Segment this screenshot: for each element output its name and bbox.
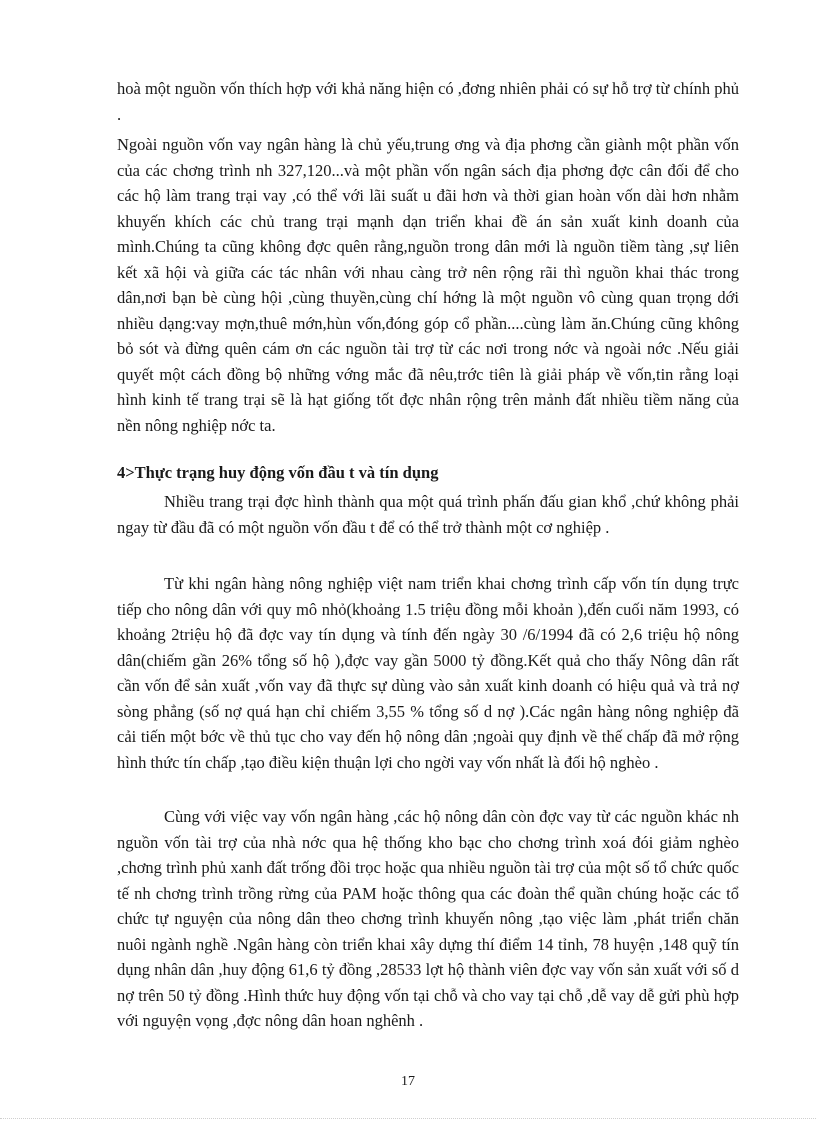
- paragraph-4: Từ khi ngân hàng nông nghiệp việt nam triển khai chơng trình cấp vốn tín dụng trực tiếp cho nông dân với quy mô nhỏ(khoảng 1.5 triệu đồng mỗi khoản ),đến cuối năm 1993, có khoảng 2triệu hộ đã đợc vay tín dụng và tính đến ngày 30 /6/1994 đã có 2,6 triệu hộ nông dân(chiếm gần 26% tổng số hộ ),đợc vay gần 5000 tỷ đồng.Kết quả cho thấy Nông dân rất cần vốn để sản xuất ,vốn vay đã thực sự dùng vào sản xuất kinh doanh có hiệu quả và trả nợ sòng phẳng (số nợ quá hạn chỉ chiếm 3,55 % tổng số d nợ ).Các ngân hàng nông nghiệp đã cải tiến một bớc về thủ tục cho vay đến hộ nông dân ;ngoài quy định về thế chấp đã mở rộng hình thức tín chấp ,tạo điều kiện thuận lợi cho ngời vay vốn nhất là đối hộ nghèo .: [117, 574, 739, 772]
- paragraph-2: Ngoài nguồn vốn vay ngân hàng là chủ yếu,trung ơng và địa phơng cần giành một phần vốn của các chơng trình nh 327,120...và một phần vốn ngân sách địa phơng đợc cân đối để cho các hộ làm trang trại vay ,có thể với lãi suất u đãi hơn và thời gian hoàn vốn dài hơn nhằm khuyến khích các chủ trang trại mạnh dạn triển khai đề án sản xuất kinh doanh của mình.Chúng ta cũng không đợc quên rằng,nguồn trong dân mới là nguồn tiềm tàng ,sự liên kết xã hội và giữa các tác nhân với nhau càng trở nên rộng rãi thì nguồn khai thác trong dân,nơi bạn bè cùng hội ,cùng thuyền,cùng chí hớng là một nguồn vô cùng quan trọng dới nhiều dạng:vay mợn,thuê mớn,hùn vốn,đóng góp cổ phần....cùng làm ăn.Chúng cũng không bỏ sót và đừng quên cám ơn các nguồn tài trợ từ các nơi trong nớc và ngoài nớc .Nếu giải quyết một cách đồng bộ những vớng mắc đã nêu,trớc tiên là giải pháp về vốn,tin rằng loại hình kinh tế trang trại sẽ là hạt giống tốt đợc nhân rộng trên mảnh đất nhiều tiềm năng của nền nông nghiệp nớc ta.: [117, 135, 739, 435]
- page-number: 17: [401, 1074, 415, 1089]
- section-heading: 4>Thực trạng huy động vốn đầu t và tín dụng: [117, 463, 439, 482]
- paragraph-3: Nhiều trang trại đợc hình thành qua một quá trình phấn đấu gian khổ ,chứ không phải ngay từ đầu đã có một nguồn vốn đầu t để có thể trở thành một cơ nghiệp .: [117, 492, 739, 537]
- paragraph-5: Cùng với việc vay vốn ngân hàng ,các hộ nông dân còn đợc vay từ các nguồn khác nh nguồn vốn tài trợ của nhà nớc qua hệ thống kho bạc cho chơng trình xoá đói giảm nghèo ,chơng trình phủ xanh đất trống đồi trọc hoặc qua nhiều nguồn tài trợ của một số tổ chức quốc tế nh chơng trình trồng rừng của PAM hoặc thông qua các đoàn thể quần chúng hoặc các tổ chức tự nguyện của nông dân theo chơng trình khuyến nông ,tạo việc làm ,phát triển chăn nuôi ngành nghề .Ngân hàng còn triển khai xây dựng thí điểm 14 tỉnh, 78 huyện ,148 quỹ tín dụng nhân dân ,huy động 61,6 tỷ đồng ,28533 lợt hộ thành viên đợc vay vốn sản xuất với số d nợ trên 50 tỷ đồng .Hình thức huy động vốn tại chỗ và cho vay tại chỗ ,dễ vay dễ gửi phù hợp với nguyện vọng ,đợc nông dân hoan nghênh .: [117, 807, 739, 1030]
- footer-divider: [0, 1118, 816, 1119]
- paragraph-1: hoà một nguồn vốn thích hợp với khả năng hiện có ,đơng nhiên phải có sự hỗ trợ từ chính phủ .: [117, 79, 739, 124]
